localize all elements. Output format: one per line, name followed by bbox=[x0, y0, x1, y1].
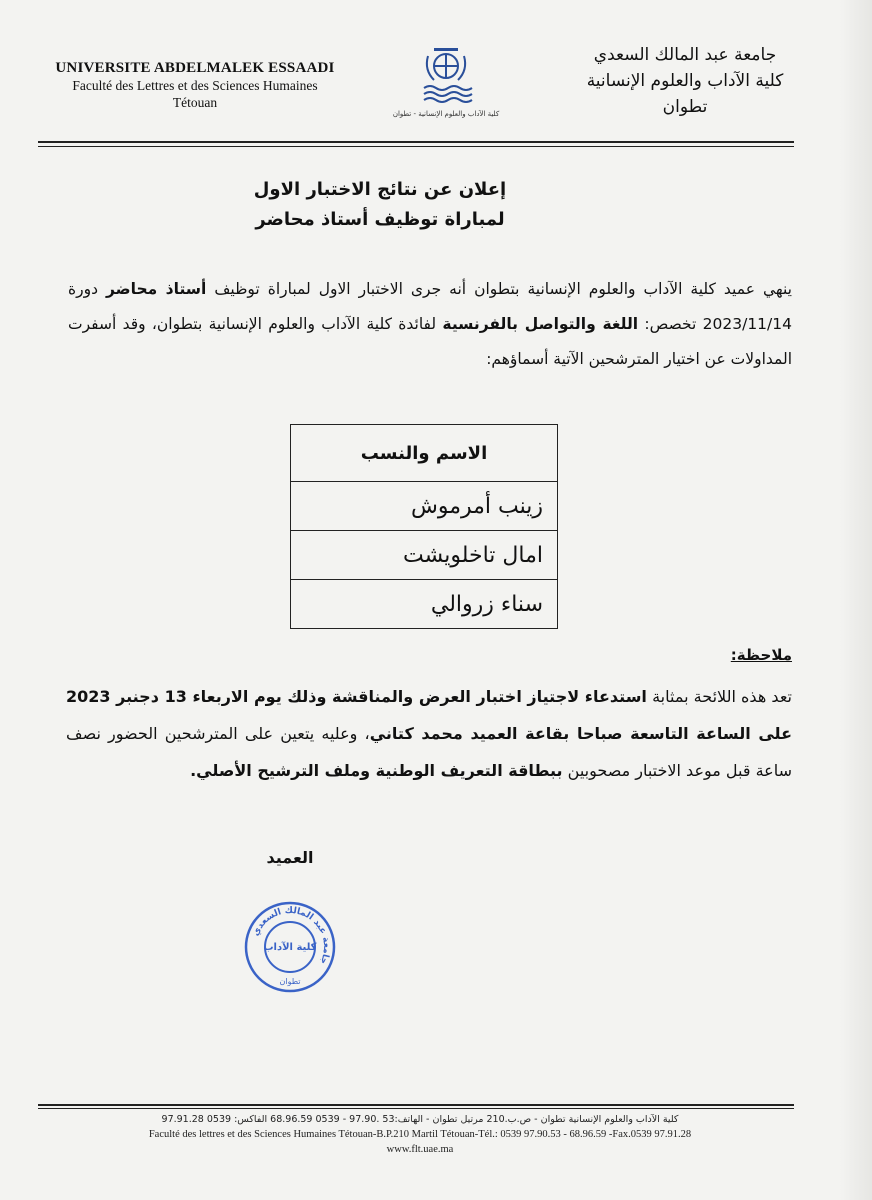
intro-text-2: دورة 2023/11/14 تخصص: bbox=[68, 280, 792, 333]
ar-faculty-name: كلية الآداب والعلوم الإنسانية bbox=[586, 71, 784, 91]
header-divider bbox=[38, 141, 794, 143]
intro-paragraph bbox=[68, 272, 792, 377]
official-stamp bbox=[243, 900, 337, 994]
ar-city: تطوان bbox=[662, 97, 708, 117]
table-row bbox=[291, 580, 558, 629]
logo-caption: كلية الآداب والعلوم الإنسانية - تطوان bbox=[392, 110, 500, 118]
note-documents: ببطاقة التعريف الوطنية وملف الترشيح الأصلي. bbox=[190, 761, 563, 780]
fr-faculty-name: Faculté des Lettres et des Sciences Humaines bbox=[72, 78, 318, 93]
fr-city: Tétouan bbox=[172, 95, 218, 110]
note-paragraph bbox=[66, 678, 792, 789]
scan-edge bbox=[840, 0, 872, 1200]
table-row bbox=[291, 531, 558, 580]
note-label: ملاحظة: bbox=[730, 646, 792, 664]
intro-text-3: لفائدة كلية الآداب والعلوم الإنسانية بتطوان، وقد أسفرت المداولات عن اختيار المترشحين الآتية أسماؤهم: bbox=[68, 315, 792, 368]
fr-university-name: UNIVERSITE ABDELMALEK ESSAADI bbox=[55, 60, 335, 76]
footer-arabic-line: كلية الآداب والعلوم الإنسانية تطوان - ص.ب.210 مرتيل تطوان - الهاتف:53 .97.90 - 0539 68.96.59 الفاكس: 0539 97.91.28 bbox=[161, 1114, 679, 1125]
table-header-row bbox=[291, 425, 558, 482]
header-french bbox=[40, 60, 350, 111]
intro-text-1: ينهي عميد كلية الآداب والعلوم الإنسانية بتطوان أنه جرى الاختبار الاول لمباراة توظيف bbox=[214, 280, 792, 298]
header-divider-thin bbox=[38, 146, 794, 147]
title-line-1: إعلان عن نتائج الاختبار الاول bbox=[253, 179, 507, 200]
footer-divider-thin bbox=[38, 1108, 794, 1109]
announcement-title bbox=[120, 175, 640, 235]
note-text-2: ، وعليه يتعين على المترشحين الحضور نصف ساعة قبل موعد الاختبار مصحوبين bbox=[66, 724, 792, 780]
candidate-name: زينب أمرموش bbox=[291, 482, 558, 531]
table-row bbox=[291, 482, 558, 531]
intro-specialty: اللغة والتواصل بالفرنسية bbox=[442, 315, 639, 333]
header-arabic bbox=[560, 42, 810, 120]
note-summons: استدعاء لاجتياز اختبار العرض والمناقشة وذلك يوم الاربعاء 13 دجنبر 2023 على الساعة التاسعة صباحا بقاعة العميد محمد كتاني bbox=[66, 687, 792, 743]
stamp-ring-text: جامعة عبد المالك السعدي bbox=[251, 905, 332, 966]
dean-title: العميد bbox=[266, 848, 314, 867]
ar-university-name: جامعة عبد المالك السعدي bbox=[593, 45, 777, 65]
intro-position: أستاذ محاضر bbox=[106, 280, 207, 298]
footer bbox=[60, 1112, 780, 1157]
stamp-city-text: تطوان bbox=[279, 977, 301, 986]
table-header: الاسم والنسب bbox=[291, 425, 558, 482]
footer-website: www.flt.uae.ma bbox=[386, 1144, 454, 1155]
footer-french-line: Faculté des lettres et des Sciences Humaines Tétouan-B.P.210 Martil Tétouan-Tél.: 0539 97.90.53 - 68.96.59 -Fax.0539 97.91.28 bbox=[148, 1129, 692, 1140]
candidate-name: امال تاخلويشت bbox=[291, 531, 558, 580]
footer-divider bbox=[38, 1104, 794, 1106]
title-line-2: لمباراة توظيف أستاذ محاضر bbox=[255, 209, 505, 230]
candidates-table bbox=[290, 424, 558, 629]
note-text-1: تعد هذه اللائحة بمثابة bbox=[652, 687, 792, 706]
candidate-name: سناء زروالي bbox=[291, 580, 558, 629]
stamp-center-text: كلية الآداب bbox=[263, 942, 317, 953]
